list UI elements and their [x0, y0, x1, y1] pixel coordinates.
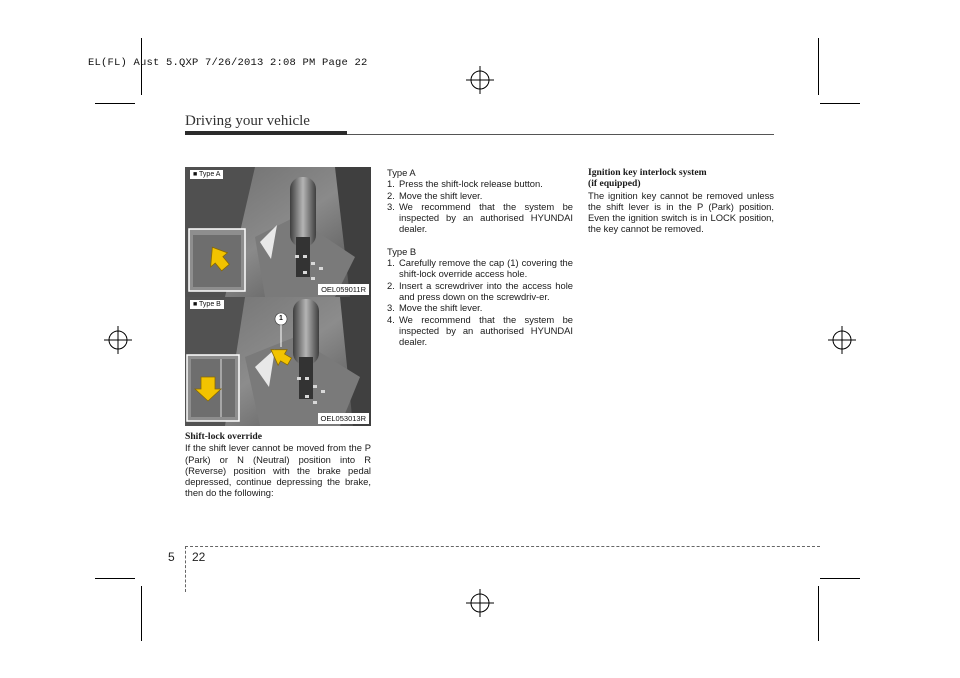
list-item: 3. We recommend that the system be inspected by an authorised HYUNDAI dealer. [387, 200, 573, 235]
print-slug: EL(FL) Aust 5.QXP 7/26/2013 2:08 PM Page 22 [88, 57, 368, 69]
callout-number: 1 [279, 315, 283, 322]
page-number: 22 [192, 550, 206, 564]
shift-lock-section [185, 431, 371, 499]
shift-lever-photo-a [185, 167, 371, 297]
crop-mark [95, 578, 135, 579]
ignition-interlock-section [588, 167, 774, 235]
figure-type-b [185, 297, 371, 426]
type-b-steps [387, 257, 573, 347]
figure-type-a [185, 167, 371, 297]
registration-mark-icon [828, 326, 856, 354]
crop-mark [818, 38, 819, 95]
list-item: 2. Move the shift lever. [387, 189, 483, 201]
footer-divider [185, 546, 186, 592]
ignition-body: The ignition key cannot be removed unless the shift lever is in the P (Park) position. Even the ignition switch is in LOCK position, the key cannot be removed. [588, 189, 774, 235]
title-rule-thin [347, 134, 774, 135]
title-rule [185, 131, 347, 135]
crop-mark [820, 578, 860, 579]
crop-mark [95, 103, 135, 104]
registration-mark-icon [104, 326, 132, 354]
footer-rule [185, 546, 820, 547]
shift-lock-body: If the shift lever cannot be moved from the P (Park) or N (Neutral) position into R (Reverse) position with the brake pedal depressed, continue depressing the brake, then do the following: [185, 442, 371, 499]
ignition-subheading: (if equipped) [588, 178, 641, 190]
type-a-steps [387, 178, 573, 234]
section-title: Driving your vehicle [185, 113, 310, 129]
crop-mark [820, 103, 860, 104]
list-item: 3. Move the shift lever. [387, 302, 483, 314]
figure-code: OEL059011R [318, 284, 369, 295]
crop-mark [818, 586, 819, 641]
figure-label: ■ Type A [190, 170, 223, 179]
list-item: 4. We recommend that the system be inspected by an authorised HYUNDAI dealer. [387, 313, 573, 348]
ignition-heading: Ignition key interlock system [588, 167, 707, 178]
list-item: 1. Carefully remove the cap (1) covering the shift-lock override access hole. [387, 257, 573, 280]
shift-lock-heading: Shift-lock override [185, 431, 263, 442]
registration-mark-icon [466, 589, 494, 617]
type-b-title: Type B [387, 245, 417, 257]
list-item: 2. Insert a screwdriver into the access hole and press down on the screwdriv-er. [387, 279, 573, 302]
figure-code: OEL053013R [318, 413, 369, 424]
figure-label: ■ Type B [190, 300, 224, 309]
section-number: 5 [168, 550, 175, 564]
list-item: 1. Press the shift-lock release button. [387, 178, 543, 190]
override-steps-section [387, 167, 573, 347]
registration-mark-icon [466, 66, 494, 94]
type-a-title: Type A [387, 167, 416, 178]
crop-mark [141, 586, 142, 641]
